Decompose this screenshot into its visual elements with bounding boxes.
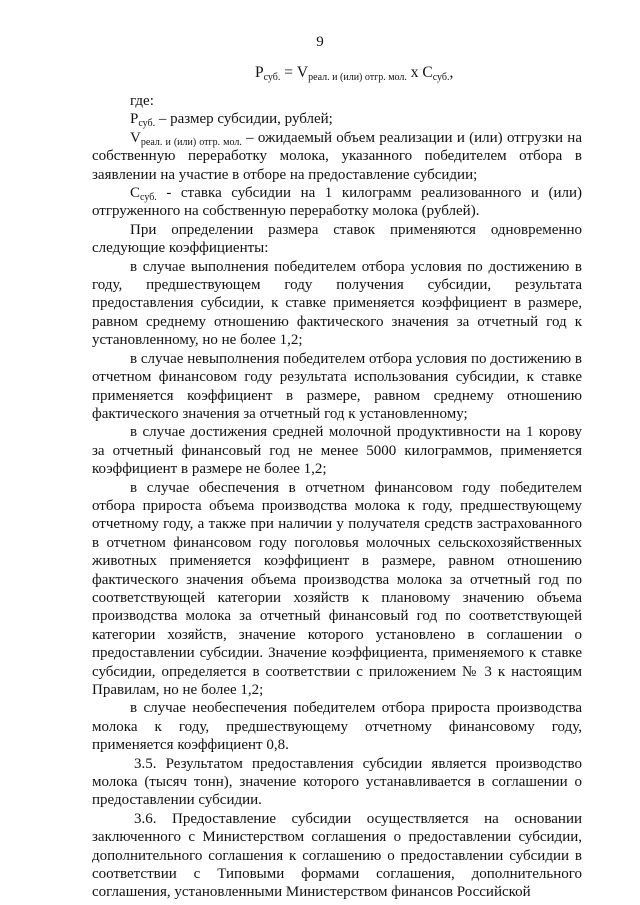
def-p-text: – размер субсидии, рублей; xyxy=(155,111,333,128)
paragraph-coefficients-intro: При определении размера ставок применяются одновременно следующие коэффициенты: xyxy=(92,221,582,257)
formula-c-sub: суб. xyxy=(432,72,450,83)
formula-v: V xyxy=(296,64,309,81)
paragraph-where: где: xyxy=(130,93,154,109)
def-c-sub: суб. xyxy=(140,192,157,204)
paragraph-coefficient-growth: в случае обеспечения в отчетном финансовом году победителем отбора прироста объема производства молока к году, предшествующему отчетному году, а также при наличии у получателя средств застрахованного в отчетном финансовом году поголовья молочных сельскохозяйственных животных применяется коэффициент в размере, равном отношению фактического значения объема производства молока за отчетный год по соответствующей категории хозяйств к плановому значению объема производства молока за отчетный финансовый год по соответствующей категории хозяйств, значение которого установлено в соглашении о предоставлении субсидии. Значение коэффициента, применяемого к ставке субсидии, определяется в соответствии с приложением № 3 к настоящим Правилам, но не более 1,2; xyxy=(92,479,582,698)
paragraph-coefficient-productivity: в случае достижения средней молочной продуктивности на 1 корову за отчетный финансовый год не менее 5000 килограммов, применяется коэффициент в размере не более 1,2; xyxy=(92,424,582,478)
def-c-text: - ставка субсидии на 1 килограмм реализованного и (или) отгруженного на собственную переработку молока (рублей). xyxy=(92,185,582,220)
paragraph-coefficient-fulfilment: в случае выполнения победителем отбора условия по достижению в году, предшествующем году получения субсидии, результата предоставления субсидии, к ставке применяется коэффициент в размере, равном среднему отношению фактического значения за отчетный год к установленному, но не более 1,2; xyxy=(92,258,582,349)
page-number: 9 xyxy=(316,34,324,50)
formula-p: P xyxy=(255,64,264,81)
formula-v-sub: реал. и (или) отгр. мол. xyxy=(308,72,407,83)
paragraph-coefficient-nonfulfilment: в случае невыполнения победителем отбора условия по достижению в отчетном финансовом году результата использования субсидии, к ставке применяется коэффициент в размере, равном среднему отношению фактического значения за отчетный год к установленному; xyxy=(92,350,582,422)
paragraph-3-5: 3.5. Результатом предоставления субсидии является производство молока (тысяч тонн), значение которого устанавливается в соглашении о предоставлении субсидии. xyxy=(92,755,582,809)
paragraph-coefficient-no-growth: в случае необеспечения победителем отбора прироста производства молока к году, предшествующему отчетному финансовому году, применяется коэффициент 0,8. xyxy=(92,700,582,754)
def-v-text: – ожидаемый объем реализации и (или) отгрузки на собственную переработку молока, указанного победителем отбора в заявлении на участие в отборе на предоставление субсидии; xyxy=(92,129,582,183)
definition-p xyxy=(92,110,582,128)
definition-c xyxy=(92,184,582,221)
def-v-symbol: V xyxy=(130,129,141,146)
formula-x: x xyxy=(406,64,423,81)
definition-v xyxy=(92,129,582,184)
def-p-symbol: P xyxy=(130,111,139,128)
subsidy-formula xyxy=(255,64,453,83)
formula-p-sub: суб. xyxy=(263,72,281,83)
def-v-sub: реал. и (или) отгр. мол. xyxy=(140,136,242,148)
def-c-symbol: C xyxy=(130,185,141,202)
formula-tail: , xyxy=(449,64,454,81)
formula-c: C xyxy=(422,64,433,81)
paragraph-3-6: 3.6. Предоставление субсидии осуществляется на основании заключенного с Министерством соглашения о предоставлении субсидии, дополнительного соглашения к соглашению о предоставлении субсидии в соответствии с Типовыми формами соглашения, дополнительного соглашения, установленными Министерством финансов Российской xyxy=(92,810,582,901)
def-p-sub: суб. xyxy=(138,118,156,130)
formula-eq: = xyxy=(280,64,297,81)
document-body xyxy=(92,92,582,902)
